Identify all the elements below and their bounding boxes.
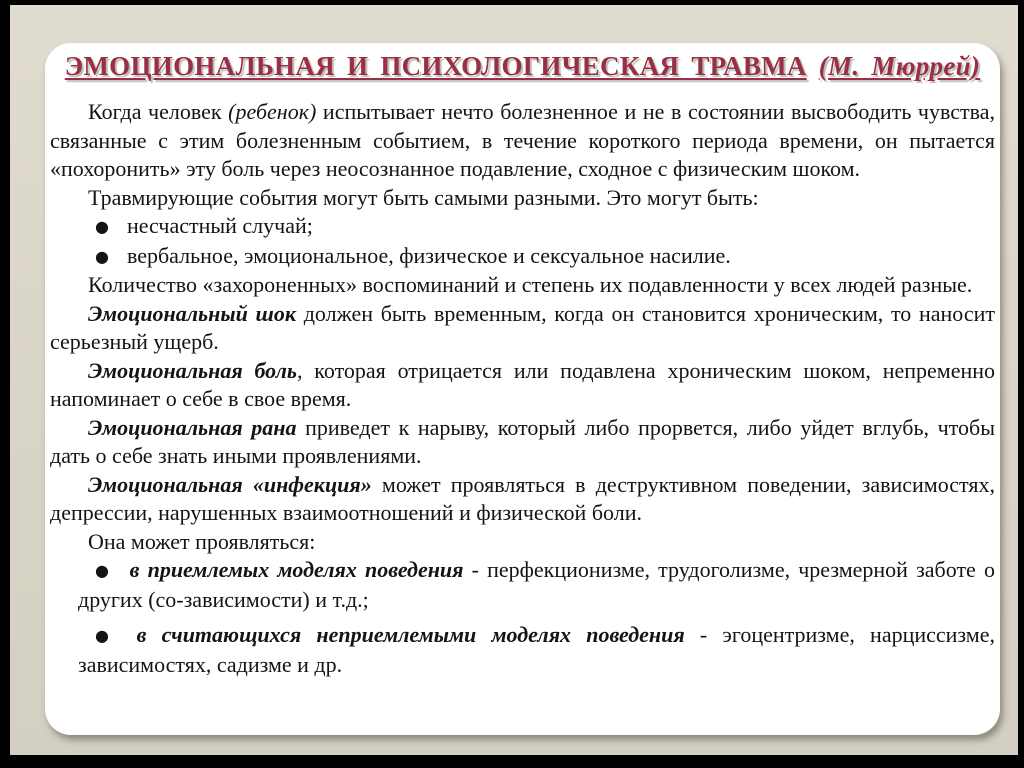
paragraph: [50, 184, 995, 213]
text-segment: Количество «захороненных» воспоминаний и степень их подавленности у всех людей разные.: [88, 272, 973, 297]
text-segment: , которая отрицается или подавлена хроническим шоком, непременно напоминает о себе в свое время.: [50, 357, 996, 411]
slide-frame: [10, 5, 1018, 755]
bullet-icon: ●: [95, 561, 112, 580]
slide-body: [50, 98, 995, 679]
text-segment: - эгоцентризме, нарциссизме, зависимостях, садизме и др.: [78, 622, 995, 677]
text-segment: испытывает нечто болезненное и не в состоянии высвободить чувства, связанные с этим болезненным событием, в течение короткого периода времени, он пытается «похоронить» эту боль через неосознанное подавление, сходное с физическим шоком.: [50, 99, 995, 181]
text-segment: Эмоциональная «инфекция»: [88, 471, 372, 497]
paragraph: [50, 471, 995, 528]
text-segment: вербальное, эмоциональное, физическое и сексуальное насилие.: [126, 242, 731, 268]
text-segment: может проявляться в деструктивном поведении, зависимостях, депрессии, нарушенных взаимоотношений и физической боли.: [50, 471, 995, 525]
bullet-icon: ●: [95, 246, 109, 266]
title-author-text: (М. Мюррей): [818, 51, 981, 81]
text-segment: Эмоциональная боль: [88, 357, 297, 383]
paragraph: [50, 414, 995, 471]
text-segment: приведет к нарыву, который либо прорвется, либо уйдет вглубь, чтобы дать о себе знать иными проявлениями.: [50, 414, 996, 468]
bullet-icon: ●: [95, 217, 109, 236]
list-item: [78, 242, 995, 272]
text-segment: должен быть временным, когда он становится хроническим, то наносит серьезный ущерб.: [50, 300, 995, 354]
text-segment: Травмирующие события могут быть самыми разными. Это могут быть:: [88, 184, 759, 210]
text-segment: (ребенок): [228, 99, 317, 124]
text-segment: Эмоциональный шок: [88, 300, 296, 326]
text-segment: Она может проявляться:: [88, 528, 316, 554]
paragraph: [50, 357, 995, 414]
paragraph: [50, 98, 995, 184]
paragraph: [50, 271, 995, 300]
text-segment: - перфекционизме, трудоголизме, чрезмерной заботе о других (со-зависимости) и т.д.;: [78, 557, 995, 612]
paragraph: [50, 528, 995, 557]
text-segment: несчастный случай;: [126, 213, 313, 238]
list-item: [78, 212, 995, 242]
slide-canvas: [45, 43, 1000, 735]
paragraph: [50, 300, 995, 357]
text-segment: в считающихся неприемлемыми моделях поведения: [136, 622, 685, 647]
page-title: [50, 49, 995, 83]
list-item: [78, 621, 995, 679]
title-main-text: ЭМОЦИОНАЛЬНАЯ И ПСИХОЛОГИЧЕСКАЯ ТРАВМА: [64, 51, 807, 81]
text-segment: в приемлемых моделях поведения: [129, 557, 464, 582]
text-segment: Эмоциональная рана: [88, 414, 297, 440]
text-segment: Когда человек: [88, 99, 229, 124]
list-item: [78, 556, 995, 614]
bullet-icon: ●: [95, 626, 119, 645]
